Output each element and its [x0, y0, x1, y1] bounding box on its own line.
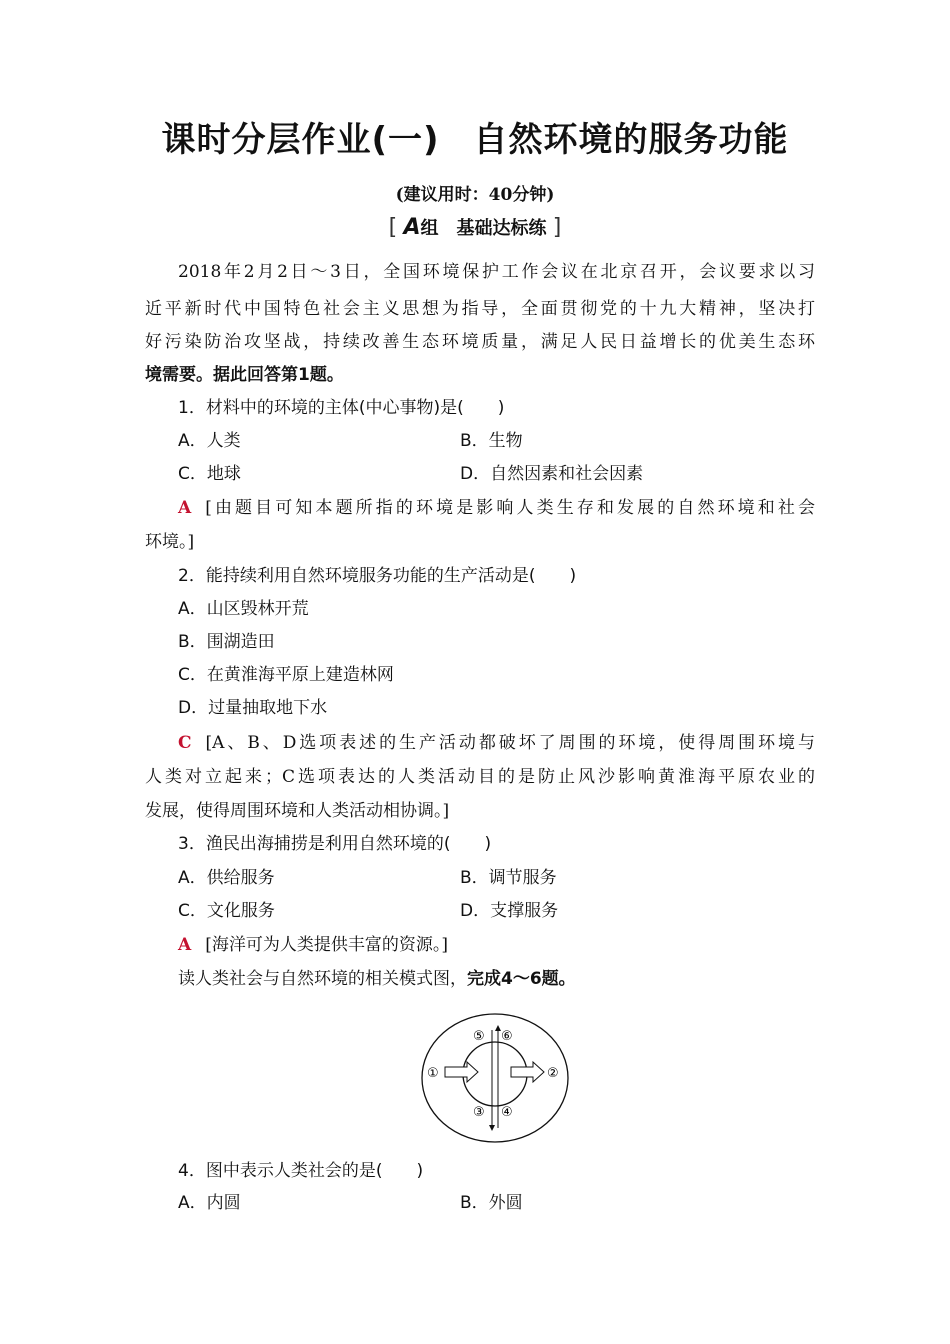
q1-option-b: B．生物	[460, 431, 523, 451]
intro-line: 境需要。据此回答第1题。	[145, 365, 344, 385]
q2-stem: 2．能持续利用自然环境服务功能的生产活动是( )	[178, 566, 577, 586]
q4-option-b: B．外圆	[460, 1193, 523, 1213]
q2-answer: C	[178, 733, 192, 753]
label-3: ③	[473, 1105, 485, 1120]
q3-option-c: C．文化服务	[178, 901, 275, 921]
label-4: ④	[501, 1105, 513, 1120]
q2-explanation	[178, 731, 815, 755]
page-title	[0, 112, 950, 161]
diagram-intro-plain: 读人类社会与自然环境的相关模式图，	[178, 969, 467, 989]
q2-option-b: B．围湖造田	[178, 632, 275, 652]
q2-option-a: A．山区毁林开荒	[178, 599, 309, 619]
q2-explanation-line: 发展，使得周围环境和人类活动相协调。]	[145, 801, 450, 821]
q1-answer: A	[178, 498, 192, 518]
q4-stem: 4．图中表示人类社会的是( )	[178, 1161, 424, 1181]
q2-explanation-line: [A、B、D选项表述的生产活动都破坏了周围的环境，使得周围环境与	[205, 733, 815, 753]
q3-explanation	[178, 933, 848, 957]
group-label: 组 基础达标练	[420, 218, 547, 239]
intro-line: 2018年2月2日～3日，全国环境保护工作会议在北京召开，会议要求以习	[178, 262, 815, 282]
q4-option-a: A．内圆	[178, 1193, 241, 1213]
q3-explanation-line: [海洋可为人类提供丰富的资源。]	[205, 935, 448, 955]
title-main: 课时分层作业(一)	[161, 120, 440, 160]
diagram-intro-bold: 完成4～6题。	[467, 969, 576, 989]
title-topic: 自然环境的服务功能	[473, 120, 789, 160]
diagram-intro	[178, 967, 848, 991]
q1-explanation-line: 环境。]	[145, 532, 195, 552]
label-6: ⑥	[501, 1029, 513, 1044]
label-2: ②	[547, 1066, 559, 1081]
label-5: ⑤	[473, 1029, 485, 1044]
q2-option-d: D．过量抽取地下水	[178, 698, 328, 718]
q1-option-d: D．自然因素和社会因素	[460, 464, 644, 484]
group-a-heading	[0, 214, 950, 240]
label-1: ①	[427, 1066, 439, 1081]
q2-explanation-line: 人类对立起来；C选项表达的人类活动目的是防止风沙影响黄淮海平原农业的	[145, 767, 815, 787]
group-letter: A	[403, 215, 421, 240]
q3-answer: A	[178, 935, 192, 955]
q1-option-a: A．人类	[178, 431, 241, 451]
intro-line: 好污染防治攻坚战，持续改善生态环境质量，满足人民日益增长的优美生态环	[145, 332, 815, 352]
q1-stem: 1．材料中的环境的主体(中心事物)是( )	[178, 398, 505, 418]
q3-option-b: B．调节服务	[460, 868, 557, 888]
q3-option-a: A．供给服务	[178, 868, 275, 888]
suggested-time: (建议用时：40分钟)	[395, 185, 555, 205]
society-environment-diagram	[415, 1010, 575, 1146]
q3-option-d: D．支撑服务	[460, 901, 559, 921]
outward-block-arrow	[511, 1062, 544, 1082]
bracket-left: [	[388, 215, 398, 240]
q1-option-c: C．地球	[178, 464, 241, 484]
q1-explanation-line: [由题目可知本题所指的环境是影响人类生存和发展的自然环境和社会	[205, 498, 815, 518]
inward-block-arrow	[445, 1062, 478, 1082]
intro-line: 近平新时代中国特色社会主义思想为指导，全面贯彻党的十九大精神，坚决打	[145, 299, 815, 319]
q3-stem: 3．渔民出海捕捞是利用自然环境的( )	[178, 834, 492, 854]
q2-option-c: C．在黄淮海平原上建造林网	[178, 665, 394, 685]
bracket-right: ]	[552, 215, 562, 240]
q1-explanation	[178, 496, 815, 520]
